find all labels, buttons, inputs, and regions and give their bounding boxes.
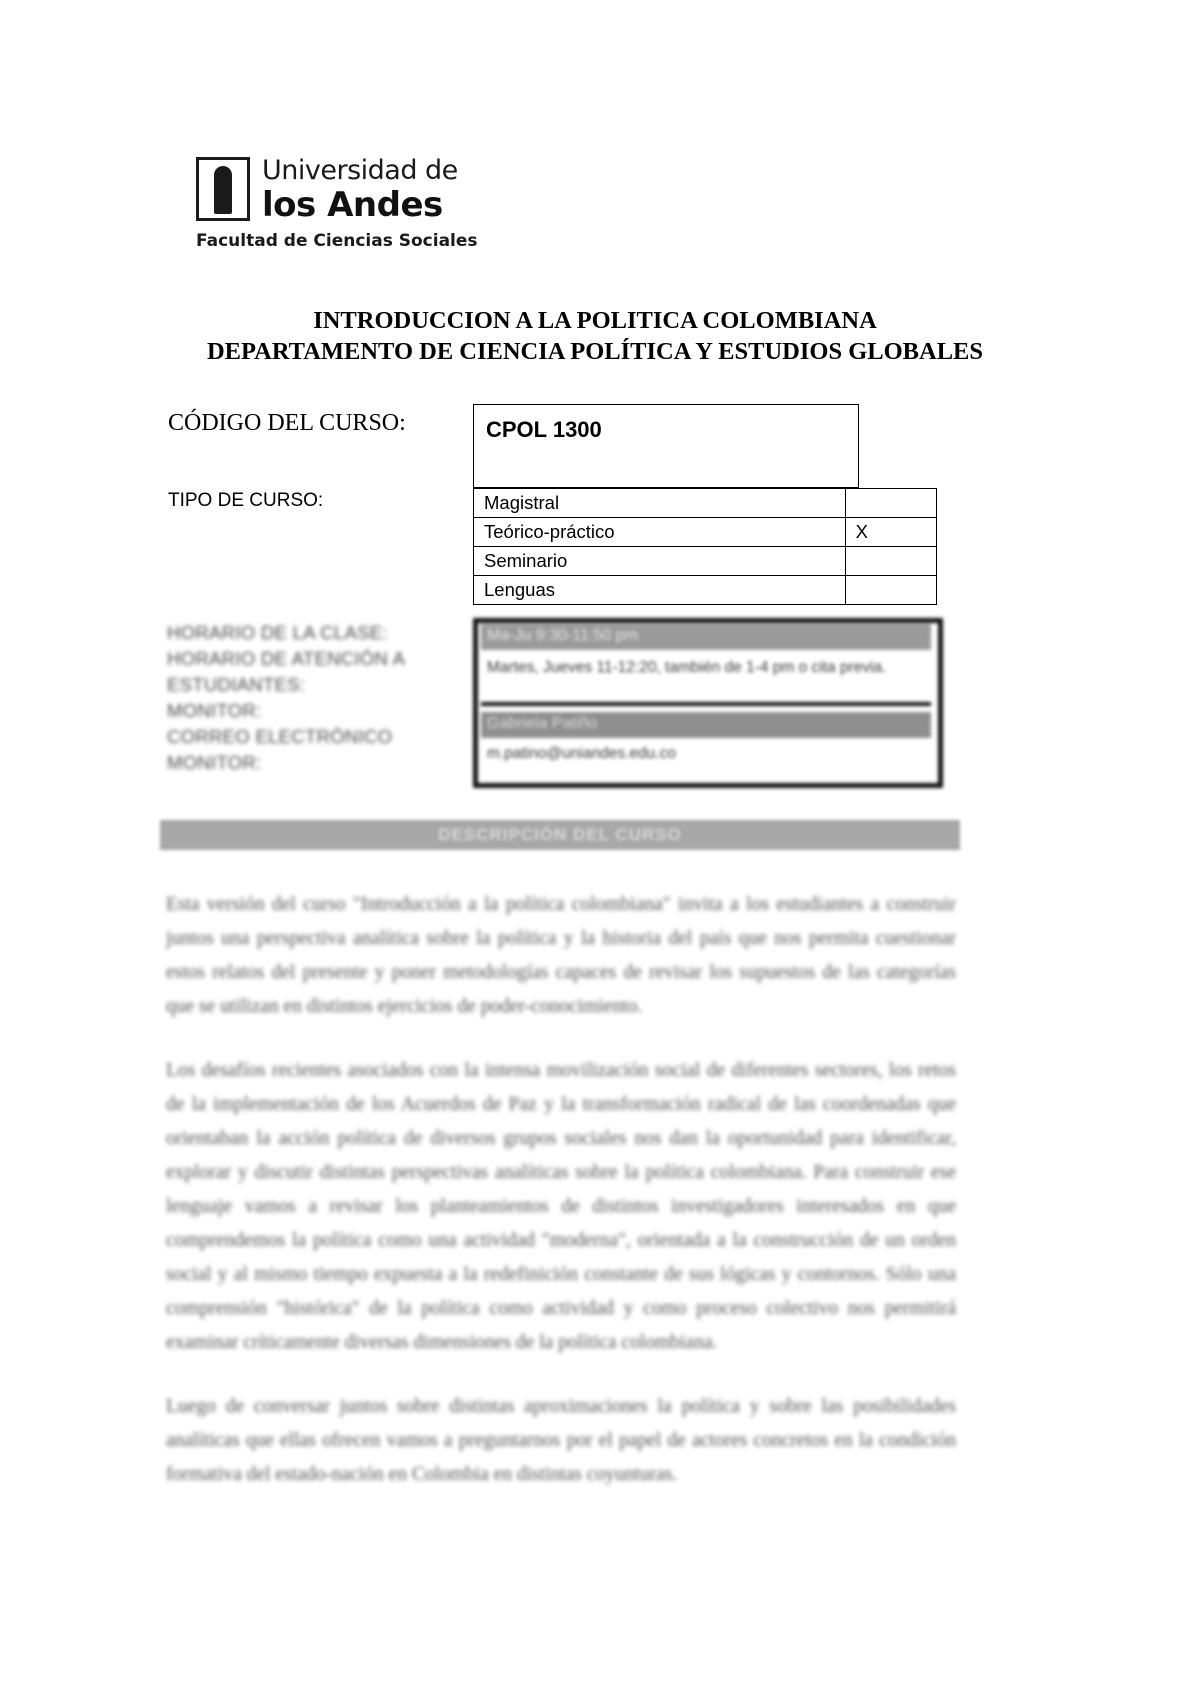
paragraph-2: Los desafíos recientes asociados con la intensa movilización social de diferentes sectores, los retos de la implementación de los Acuerdos de Paz y la transformación radical de las coordenadas que orientaban la acción política de diversos grupos sociales nos dan la oportunidad para identificar, explorar y discutir distintas perspectivas analíticas sobre la política colombiana. Para construir ese lenguaje vamos a revisar los planteamientos de distintos investigadores interesados en que comprendemos la política como una actividad "moderna", orientada a la construcción de un orden social y al mismo tiempo expuesta a la redefinición constante de sus lógicas y contornos. Sólo una comprensión "histórica" de la política como actividad y como proceso colectivo nos permitirá examinar críticamente diversas dimensiones de la política colombiana. (166, 1060, 956, 1353)
title-line-1: INTRODUCCION A LA POLITICA COLOMBIANA (313, 307, 877, 334)
course-type-mark[interactable] (845, 547, 936, 576)
course-type-mark[interactable] (845, 576, 936, 605)
table-row (474, 547, 937, 576)
schedule-class-time: Ma-Ju 9:30-11:50 pm (481, 624, 931, 650)
table-row (474, 518, 937, 547)
table-row (474, 489, 937, 518)
logo-line-los-andes: los Andes (262, 185, 443, 225)
course-type-mark[interactable] (845, 489, 936, 518)
logo-line-universidad: Universidad de (262, 155, 458, 186)
title-line-2: DEPARTAMENTO DE CIENCIA POLÍTICA Y ESTUDIOS GLOBALES (206, 338, 984, 365)
schedule-label-monitor: MONITOR: (167, 700, 262, 721)
course-code-box (473, 404, 859, 488)
schedule-box (473, 618, 943, 788)
course-type-name: Seminario (474, 547, 846, 576)
label-tipo-de-curso: TIPO DE CURSO: (168, 490, 324, 511)
schedule-labels (167, 620, 467, 776)
page-title (0, 305, 1190, 367)
schedule-label-correo-1: CORREO ELECTRÓNICO (167, 726, 393, 747)
course-type-name: Magistral (474, 489, 846, 518)
course-type-mark[interactable]: X (845, 518, 936, 547)
schedule-label-clase: HORARIO DE LA CLASE: (167, 622, 388, 643)
schedule-label-atencion-2: ESTUDIANTES: (167, 674, 306, 695)
course-code-value: CPOL 1300 (486, 417, 602, 442)
logo-line-facultad: Facultad de Ciencias Sociales (196, 231, 478, 251)
paragraph-1: Esta versión del curso "Introducción a la política colombiana" invita a los estudiantes a construir juntos una perspectiva analítica sobre la política y la historia del país que nos permita cuestionar estos relatos del presente y poner metodologías capaces de revisar los supuestos de las categorías que se utilizan en distintos ejercicios de poder-conocimiento. (166, 894, 956, 1017)
schedule-monitor-name: Gabriela Patiño (481, 712, 931, 738)
schedule-label-correo-2: MONITOR: (167, 752, 262, 773)
schedule-label-atencion-1: HORARIO DE ATENCIÓN A (167, 648, 406, 669)
paragraph-3: Luego de conversar juntos sobre distintas aproximaciones la política y sobre las posibilidades analíticas que ellas ofrecen vamos a preguntarnos por el papel de actores concretos en la condición formativa del estado-nación en Colombia en distintas coyunturas. (166, 1396, 956, 1485)
course-type-table (473, 488, 937, 605)
table-row (474, 576, 937, 605)
university-logo (196, 155, 516, 255)
label-codigo-del-curso: CÓDIGO DEL CURSO: (168, 410, 406, 436)
course-type-name: Teórico-práctico (474, 518, 846, 547)
course-type-name: Lenguas (474, 576, 846, 605)
schedule-monitor-email: m.patino@uniandes.edu.co (487, 745, 676, 762)
schedule-office-hours: Martes, Jueves 11-12:20, también de 1-4 pm o cita previa. (481, 654, 931, 706)
course-description-body (166, 888, 956, 1522)
section-banner-descripcion: DESCRIPCIÓN DEL CURSO (160, 820, 960, 850)
shield-icon (196, 157, 250, 221)
